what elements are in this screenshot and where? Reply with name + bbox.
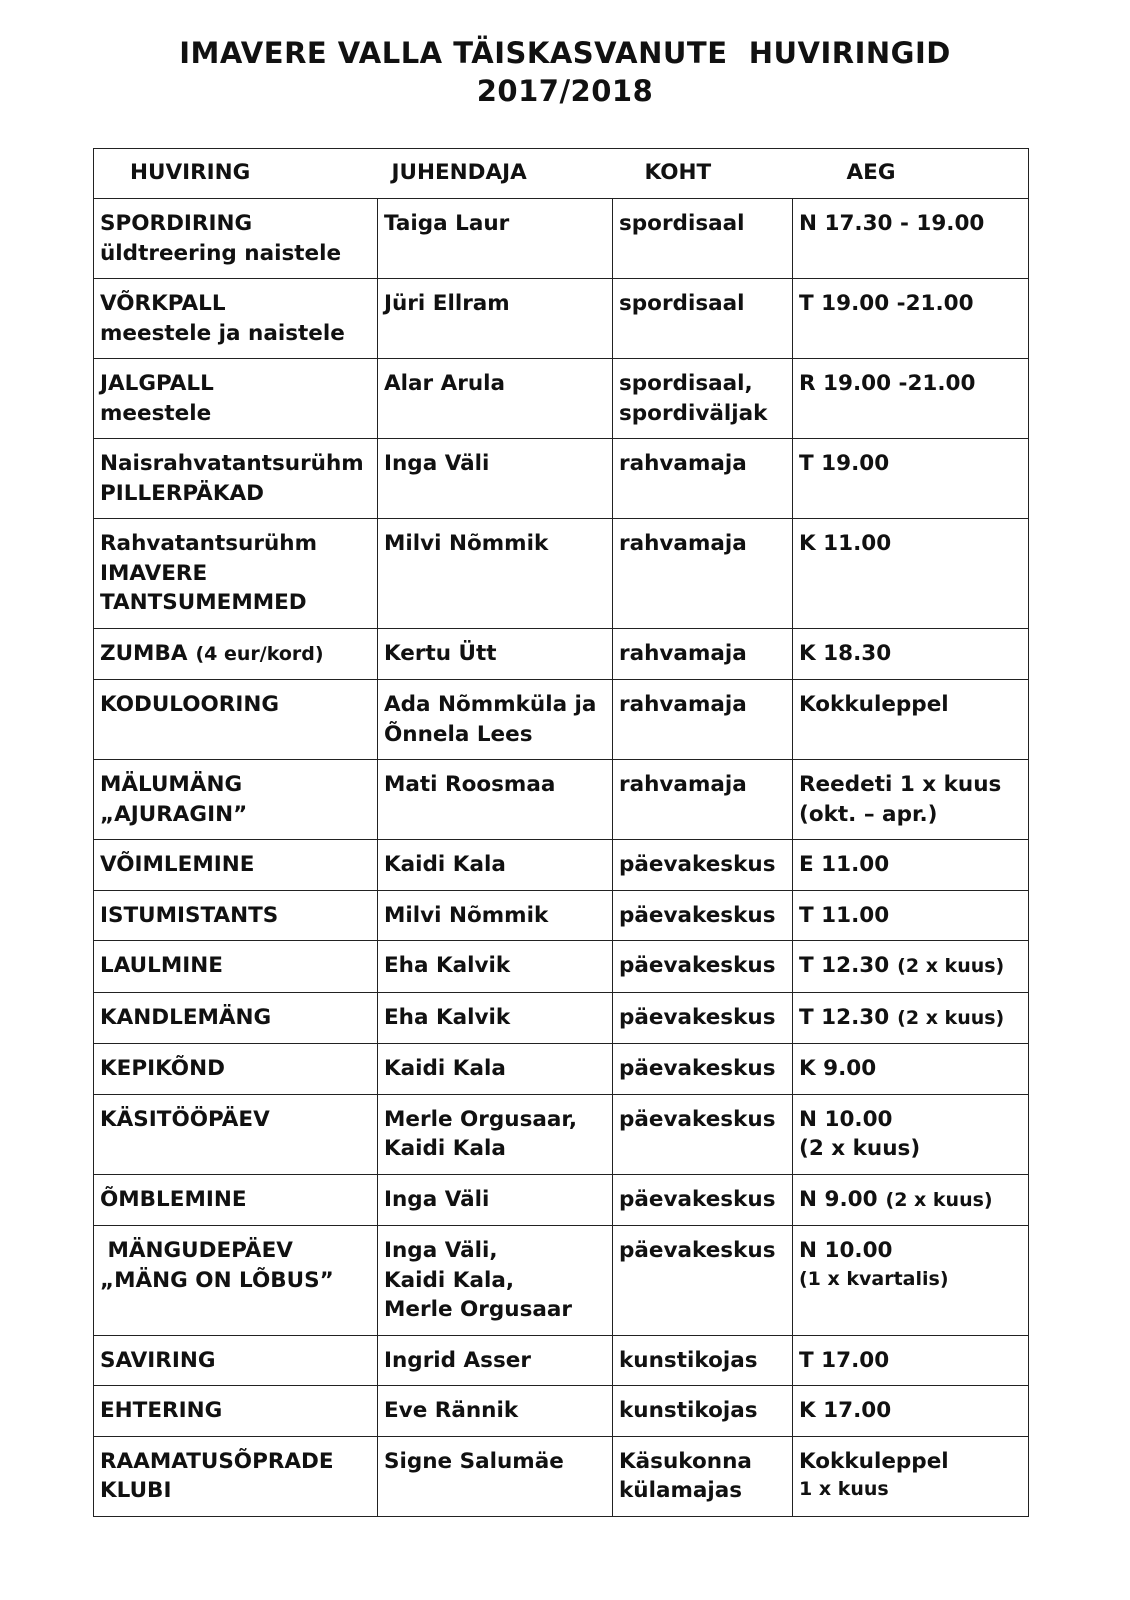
table-row [94,628,1029,680]
table-header-row [94,149,1029,199]
aeg-note: (2 x kuus) [897,1006,1005,1029]
koht-text: päevakeskus [619,852,776,877]
huviring-text: EHTERING [100,1398,223,1423]
cell-aeg [793,199,1029,279]
juhendaja-text: Inga Väli [384,451,490,476]
cell-aeg [793,279,1029,359]
aeg-line [799,1003,1022,1034]
huviring-text: Rahvatantsurühm [100,531,317,556]
cell-aeg [793,992,1029,1044]
table-row [94,359,1029,439]
aeg-text: N 17.30 - 19.00 [799,211,985,236]
koht-text: rahvamaja [619,451,747,476]
aeg-text: T 12.30 [799,953,890,978]
aeg-line [799,951,1022,982]
juhendaja-text: Õnnela Lees [384,721,533,747]
cell-aeg [793,890,1029,941]
juhendaja-text: Kaidi Kala, [384,1267,514,1293]
cell-koht [613,890,793,941]
cell-huviring [94,992,378,1044]
aeg-text: T 12.30 [799,1004,890,1030]
cell-huviring [94,840,378,891]
table-row [94,1044,1029,1095]
cell-huviring [94,760,378,840]
table-row [94,1335,1029,1386]
cell-aeg [793,680,1029,760]
cell-koht [613,439,793,519]
cell-juhendaja [378,1174,613,1226]
huviring-text: MÄLUMÄNG [100,772,243,797]
title-line-1: IMAVERE VALLA TÄISKASVANUTE HUVIRINGID [179,36,951,70]
koht-text: spordisaal, [619,371,753,396]
koht-text: päevakeskus [619,1106,776,1132]
huviring-text: KODULOORING [100,692,279,717]
cell-juhendaja [378,628,613,680]
huviring-text: JALGPALL [100,371,214,396]
koht-text: rahvamaja [619,531,747,556]
cell-juhendaja [378,439,613,519]
huviring-text: „AJURAGIN” [100,801,248,827]
koht-text: päevakeskus [619,1056,776,1081]
table-row [94,1174,1029,1226]
juhendaja-text: Eha Kalvik [384,1004,511,1030]
cell-huviring [94,199,378,279]
koht-text: rahvamaja [619,692,747,717]
aeg-text: T 11.00 [799,902,890,928]
juhendaja-text: Kaidi Kala [384,1136,506,1161]
table-row [94,1094,1029,1174]
huviring-text: LAULMINE [100,953,223,978]
huviring-text: ÕMBLEMINE [100,1186,247,1212]
koht-text: spordiväljak [619,400,768,426]
cell-koht [613,628,793,680]
juhendaja-text: Merle Orgusaar [384,1297,573,1322]
juhendaja-text: Eve Rännik [384,1398,519,1423]
header-aeg: AEG [793,149,1029,199]
aeg-note: (2 x kuus) [897,955,1005,977]
cell-huviring [94,1226,378,1336]
aeg-text: N 9.00 [799,1186,878,1212]
koht-text: päevakeskus [619,953,776,978]
juhendaja-text: Taiga Laur [384,211,510,236]
table-row [94,1386,1029,1437]
huviring-text: ZUMBA [100,640,188,666]
cell-aeg [793,1436,1029,1516]
juhendaja-text: Merle Orgusaar, [384,1106,578,1132]
cell-juhendaja [378,941,613,993]
huviring-text: meestele ja naistele [100,320,345,346]
table-row [94,519,1029,629]
koht-text: spordisaal [619,211,745,236]
cell-juhendaja [378,680,613,760]
aeg-small-note: (1 x kvartalis) [799,1267,949,1290]
cell-huviring [94,359,378,439]
table-row [94,760,1029,840]
huviring-text: PILLERPÄKAD [100,480,264,506]
huviring-text: üldtreering naistele [100,240,342,266]
koht-text: päevakeskus [619,1186,776,1212]
huviring-text: IMAVERE [100,560,208,586]
huviring-text: KLUBI [100,1478,172,1503]
aeg-text: N 10.00 [799,1238,893,1263]
table-row [94,1226,1029,1336]
koht-text: rahvamaja [619,640,747,666]
cell-aeg [793,519,1029,629]
koht-text: päevakeskus [619,1238,776,1263]
aeg-text: Reedeti 1 x kuus [799,772,1002,797]
koht-text: Käsukonna [619,1448,752,1474]
cell-juhendaja [378,519,613,629]
huviring-text: ISTUMISTANTS [100,902,279,928]
table-row [94,199,1029,279]
huviring-text: TANTSUMEMMED [100,590,307,615]
cell-aeg [793,628,1029,680]
cell-koht [613,199,793,279]
cell-aeg [793,1094,1029,1174]
cell-huviring [94,680,378,760]
juhendaja-text: Kaidi Kala [384,852,506,877]
cell-koht [613,992,793,1044]
juhendaja-text: Jüri Ellram [384,291,510,316]
aeg-text: Kokkuleppel [799,1448,949,1474]
cell-juhendaja [378,1386,613,1437]
huviring-text: KANDLEMÄNG [100,1004,272,1030]
cell-huviring [94,1044,378,1095]
cell-huviring [94,890,378,941]
cell-huviring [94,519,378,629]
cell-juhendaja [378,1094,613,1174]
cell-koht [613,359,793,439]
koht-text: päevakeskus [619,1004,776,1030]
huviring-text: VÕRKPALL [100,291,226,316]
cell-juhendaja [378,1226,613,1336]
cell-aeg [793,760,1029,840]
aeg-text: K 9.00 [799,1056,877,1081]
table-row [94,439,1029,519]
aeg-text: (2 x kuus) [799,1136,921,1161]
cell-koht [613,1174,793,1226]
header-huviring: HUVIRING [94,149,378,199]
juhendaja-text: Alar Arula [384,371,506,396]
cell-juhendaja [378,1044,613,1095]
cell-aeg [793,1335,1029,1386]
huviring-text: meestele [100,400,212,426]
cell-koht [613,1335,793,1386]
juhendaja-text: Signe Salumäe [384,1448,564,1474]
table-row [94,941,1029,993]
cell-koht [613,680,793,760]
cell-aeg [793,1386,1029,1437]
aeg-text: N 10.00 [799,1106,893,1132]
table-row [94,279,1029,359]
juhendaja-text: Ingrid Asser [384,1347,531,1373]
huviring-text: SAVIRING [100,1347,216,1373]
cell-juhendaja [378,760,613,840]
koht-text: rahvamaja [619,772,747,797]
koht-text: päevakeskus [619,902,776,928]
table-row [94,1436,1029,1516]
cell-juhendaja [378,890,613,941]
cell-huviring [94,1386,378,1437]
cell-juhendaja [378,1436,613,1516]
cell-koht [613,1226,793,1336]
aeg-text: R 19.00 -21.00 [799,371,976,396]
juhendaja-text: Ada Nõmmküla ja [384,692,597,717]
juhendaja-text: Milvi Nõmmik [384,902,549,928]
cell-juhendaja [378,199,613,279]
cell-koht [613,279,793,359]
juhendaja-text: Inga Väli, [384,1238,498,1263]
huviring-text: MÄNGUDEPÄEV [100,1238,293,1263]
aeg-small-note: 1 x kuus [799,1478,889,1500]
juhendaja-text: Milvi Nõmmik [384,531,549,556]
cell-juhendaja [378,992,613,1044]
table-body [94,199,1029,1517]
cell-koht [613,1094,793,1174]
cell-juhendaja [378,1335,613,1386]
cell-koht [613,1044,793,1095]
cell-koht [613,519,793,629]
cell-juhendaja [378,840,613,891]
aeg-text: T 17.00 [799,1347,890,1373]
table-row [94,840,1029,891]
cell-huviring [94,941,378,993]
aeg-text: E 11.00 [799,852,890,877]
juhendaja-text: Kaidi Kala [384,1056,506,1081]
cell-huviring [94,1174,378,1226]
cell-koht [613,760,793,840]
koht-text: kunstikojas [619,1347,758,1373]
cell-koht [613,840,793,891]
cell-huviring [94,279,378,359]
juhendaja-text: Mati Roosmaa [384,772,556,797]
table-row [94,992,1029,1044]
cell-aeg [793,1226,1029,1336]
huviring-text: KEPIKÕND [100,1056,225,1081]
aeg-text: T 19.00 [799,451,890,476]
aeg-text: K 18.30 [799,640,892,666]
aeg-text: Kokkuleppel [799,692,949,717]
aeg-text: (okt. – apr.) [799,801,938,827]
aeg-line [799,1185,1022,1216]
aeg-text: K 11.00 [799,531,892,556]
koht-text: kunstikojas [619,1398,758,1423]
activities-table [93,148,1029,1517]
header-juhendaja: JUHENDAJA [378,149,613,199]
cell-aeg [793,1174,1029,1226]
cell-huviring [94,1094,378,1174]
cell-aeg [793,1044,1029,1095]
cell-aeg [793,359,1029,439]
huviring-text: SPORDIRING [100,211,253,236]
page-title [0,34,1130,110]
aeg-text: K 17.00 [799,1398,892,1423]
title-line-2: 2017/2018 [476,74,654,108]
cell-huviring [94,439,378,519]
table-row [94,890,1029,941]
cell-aeg [793,941,1029,993]
huviring-text: Naisrahvatantsurühm [100,451,364,476]
header-koht: KOHT [613,149,793,199]
table-row [94,680,1029,760]
huviring-text: RAAMATUSÕPRADE [100,1448,334,1474]
huviring-note: (4 eur/kord) [195,642,324,665]
huviring-text: „MÄNG ON LÕBUS” [100,1267,334,1293]
juhendaja-text: Kertu Ütt [384,640,497,666]
cell-koht [613,1386,793,1437]
aeg-text: T 19.00 -21.00 [799,291,974,316]
aeg-note: (2 x kuus) [885,1188,993,1211]
koht-text: spordisaal [619,291,745,316]
cell-aeg [793,439,1029,519]
huviring-text: KÄSITÖÖPÄEV [100,1106,270,1132]
juhendaja-text: Inga Väli [384,1186,490,1212]
cell-juhendaja [378,279,613,359]
koht-text: külamajas [619,1478,743,1503]
cell-aeg [793,840,1029,891]
cell-huviring [94,628,378,680]
juhendaja-text: Eha Kalvik [384,953,511,978]
huviring-text: VÕIMLEMINE [100,852,255,877]
cell-huviring [94,1335,378,1386]
cell-juhendaja [378,359,613,439]
cell-huviring [94,1436,378,1516]
cell-koht [613,1436,793,1516]
huviring-line [100,639,371,670]
cell-koht [613,941,793,993]
